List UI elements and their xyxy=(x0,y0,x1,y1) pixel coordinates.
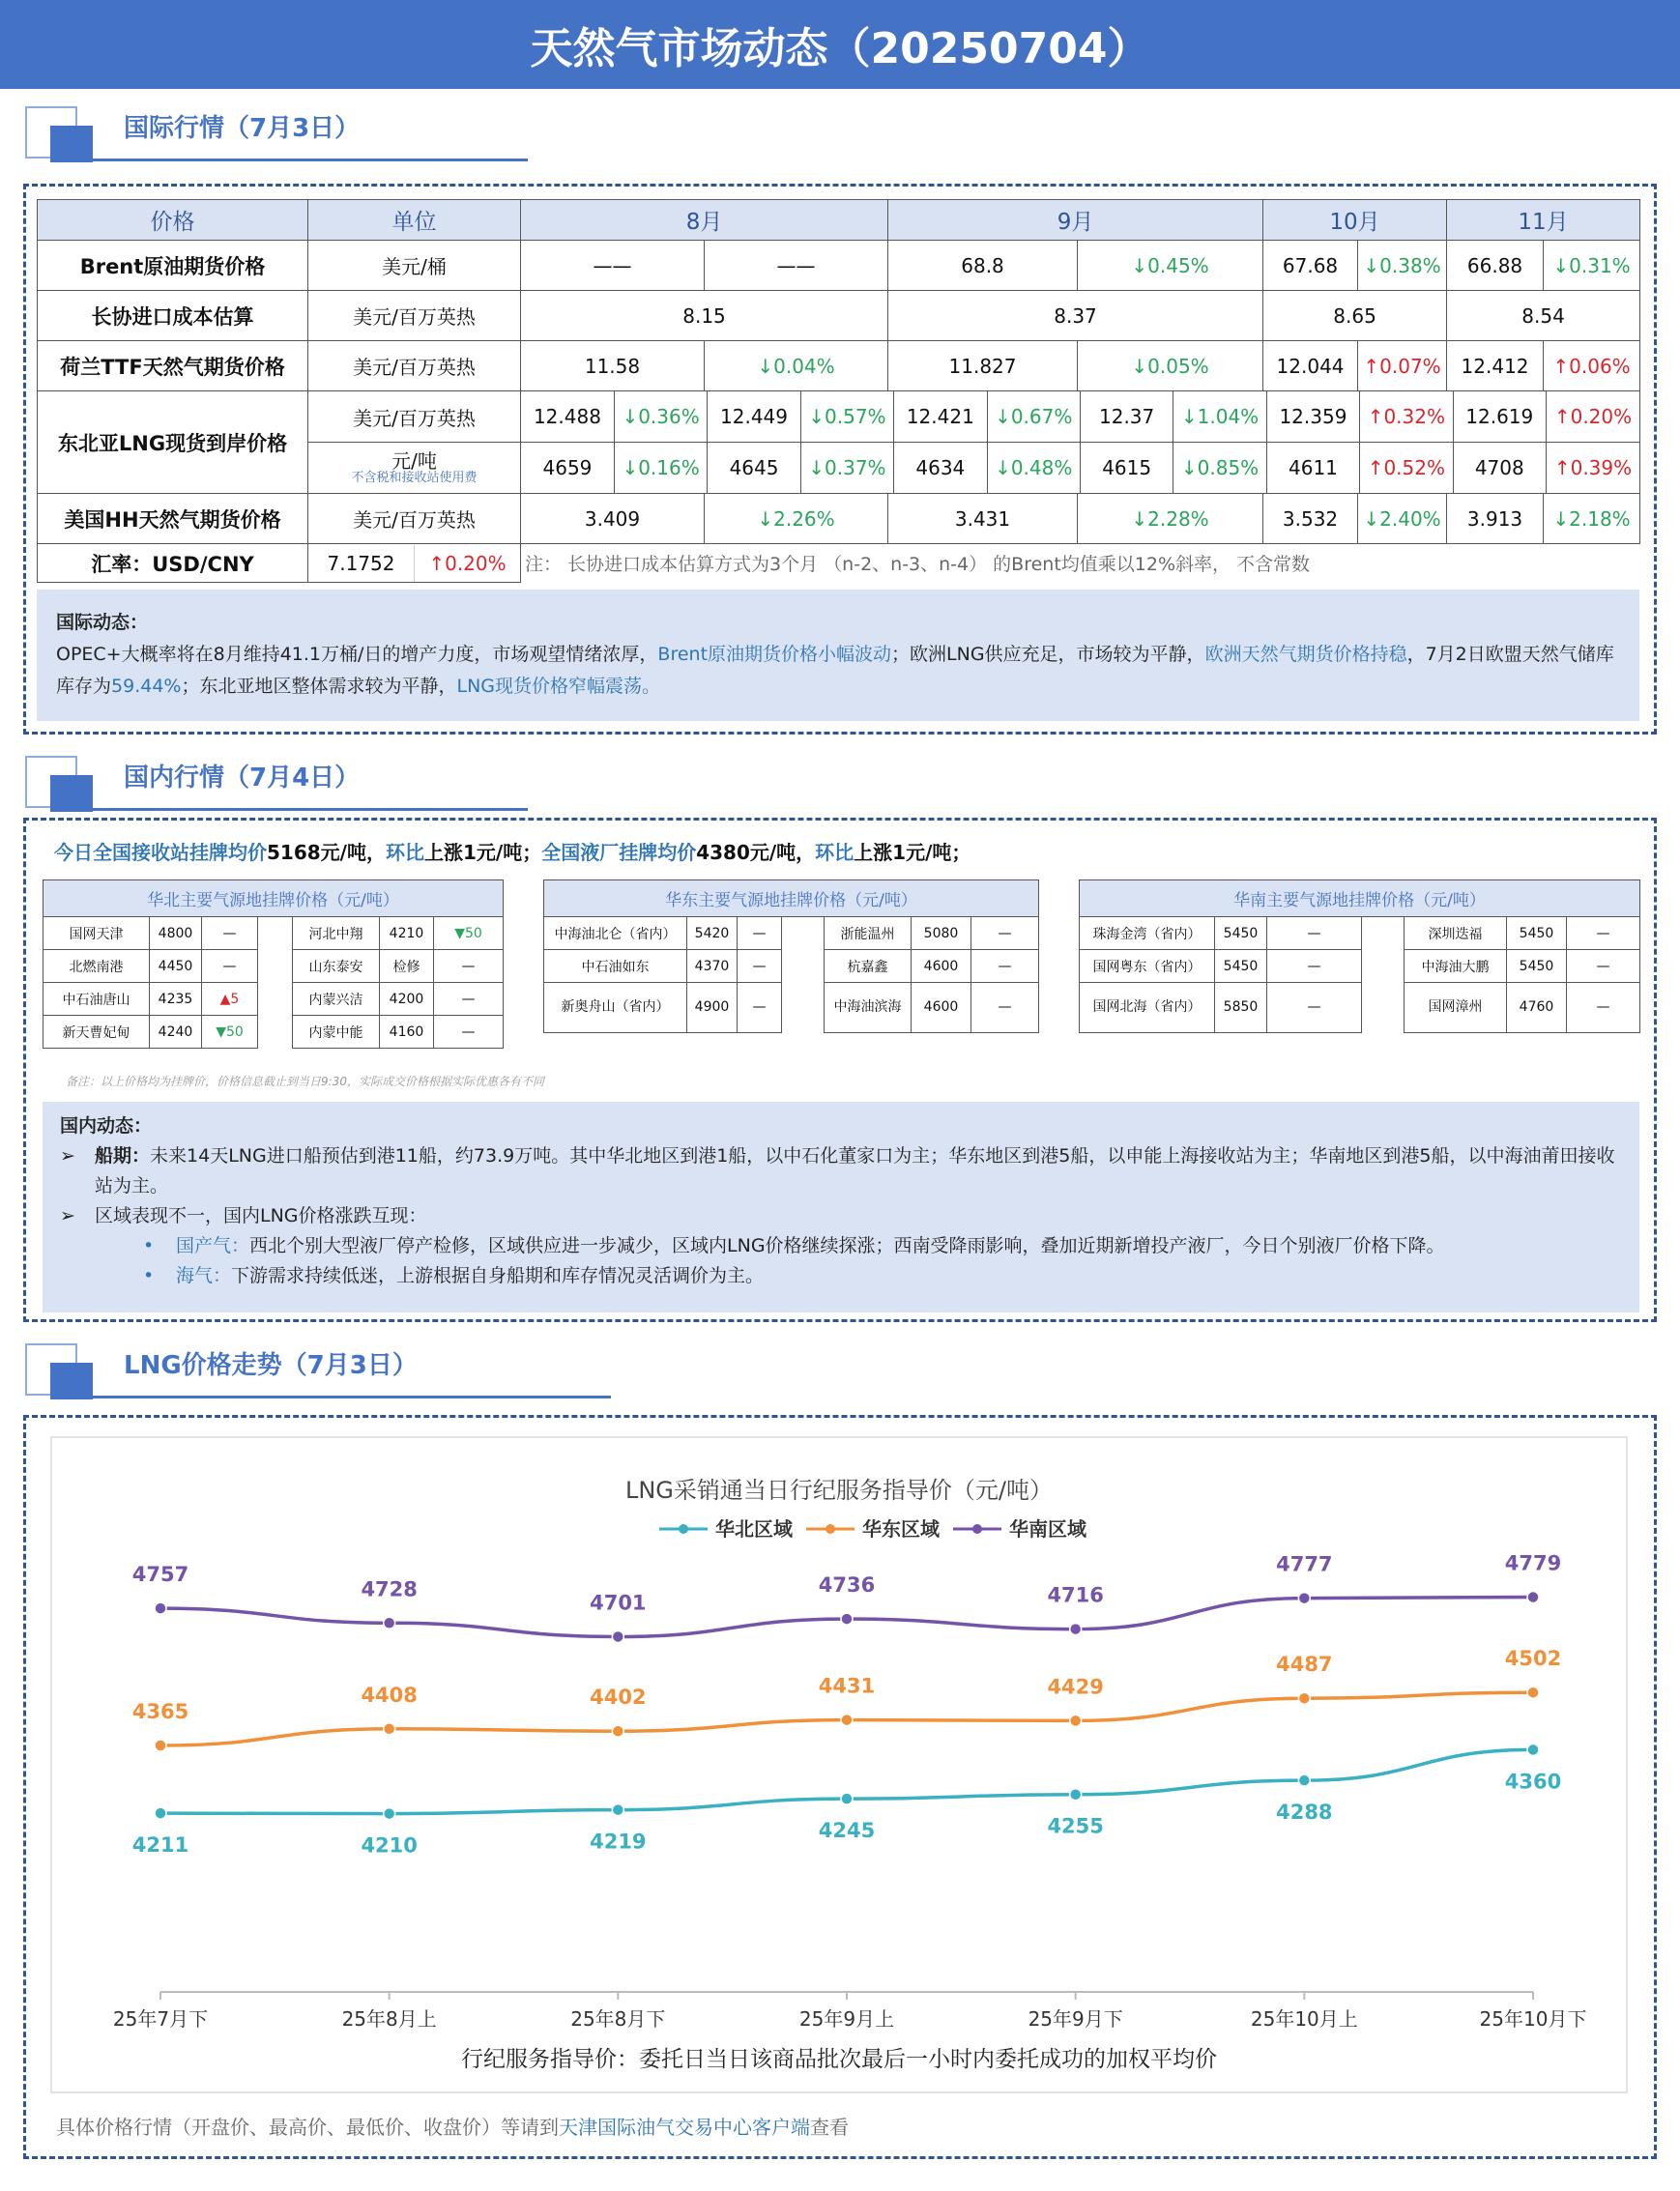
dyn-part: 下游需求持续低迷，上游根据自身船期和库存情况灵活调价为主。 xyxy=(231,1265,765,1286)
table-row xyxy=(43,950,504,983)
data-label: 4429 xyxy=(1047,1675,1104,1699)
unit-cell: 美元/百万英热 xyxy=(308,391,521,443)
data-point xyxy=(1070,1789,1082,1801)
x-axis-label: 行纪服务指导价：委托日当日该商品批次最后一小时内委托成功的加权平均价 xyxy=(461,2047,1217,2072)
table-row xyxy=(1080,917,1640,950)
chart-legend xyxy=(659,1517,1087,1541)
change-cell: — xyxy=(202,917,258,950)
table-row xyxy=(38,341,1640,391)
dyn-key: 海气： xyxy=(176,1265,232,1286)
table-title: 华东主要气源地挂牌价格（元/吨） xyxy=(544,880,1039,917)
table-row xyxy=(38,494,1640,544)
source-name: 国网天津 xyxy=(43,917,150,950)
dyn-highlight: Brent原油期货价格小幅波动 xyxy=(657,644,892,665)
spacer xyxy=(1362,950,1405,983)
data-point xyxy=(841,1793,853,1804)
data-label: 4360 xyxy=(1504,1770,1562,1794)
dot-bullet-icon: • xyxy=(143,1235,155,1256)
price-cell: 4800 xyxy=(150,917,202,950)
legend-marker xyxy=(972,1524,982,1534)
source-name: 河北中翔 xyxy=(293,917,380,950)
change-cell: — xyxy=(1267,950,1362,983)
table-row xyxy=(544,950,1039,983)
change-cell: ↓2.28% xyxy=(1078,494,1263,544)
dyn-part: ；欧洲LNG供应充足，市场较为平静， xyxy=(891,644,1205,665)
change-cell: ↓0.36% xyxy=(614,391,707,442)
data-label: 4736 xyxy=(818,1573,876,1598)
source-name: 杭嘉鑫 xyxy=(825,950,912,983)
fx-note: 注： 长协进口成本估算方式为3个月 （n-2、n-3、n-4） 的Brent均值乘以12%斜率， 不含常数 xyxy=(525,554,1311,576)
data-point xyxy=(1527,1686,1539,1698)
change-cell: ↑0.52% xyxy=(1360,443,1453,493)
table-row xyxy=(1080,983,1640,1033)
lng-cny-row xyxy=(521,443,1639,493)
data-point xyxy=(1298,1692,1310,1704)
unit-cell: 美元/桶 xyxy=(308,241,521,291)
change-cell: — xyxy=(971,950,1039,983)
change-cell: — xyxy=(434,1016,504,1049)
unit-text: 元/吨 xyxy=(391,449,437,473)
footnote xyxy=(56,2112,849,2140)
change-cell: ↑0.32% xyxy=(1360,391,1453,442)
fx-value: 7.1752 xyxy=(308,545,415,582)
section-underline xyxy=(93,808,528,811)
legend-label: 华南区域 xyxy=(1009,1517,1086,1541)
value-cell: 12.449 xyxy=(708,391,800,442)
dyn-text xyxy=(56,639,1620,703)
row-label: 汇率：USD/CNY xyxy=(38,544,308,583)
dyn-key: 船期： xyxy=(95,1145,151,1167)
change-cell: — xyxy=(1567,917,1640,950)
dyn-bullet xyxy=(60,1141,1622,1201)
dyn-part: ，7月2日欧盟天然气储库库存为 xyxy=(56,644,1614,697)
change-cell: ↓0.31% xyxy=(1544,241,1640,291)
value-cell: 11.827 xyxy=(888,341,1078,391)
unit-cell: 美元/百万英热 xyxy=(308,291,521,341)
value-cell: 4645 xyxy=(708,443,800,493)
source-name: 内蒙兴洁 xyxy=(293,983,380,1016)
data-point xyxy=(155,1602,166,1614)
spacer xyxy=(258,983,293,1016)
source-name: 中石油如东 xyxy=(544,950,687,983)
intl-dynamics xyxy=(37,590,1639,721)
col-header: 10月 xyxy=(1263,200,1447,241)
dyn-heading: 国际动态： xyxy=(56,612,149,633)
source-name: 中海油大鹏 xyxy=(1405,950,1507,983)
value-cell: 12.359 xyxy=(1266,391,1359,442)
price-cell: 4370 xyxy=(687,950,738,983)
arrow-bullet-icon: ➢ xyxy=(60,1205,75,1226)
spacer xyxy=(258,917,293,950)
lng-usd-subtable xyxy=(521,391,1639,442)
col-header: 单位 xyxy=(308,200,521,241)
spacer xyxy=(258,950,293,983)
value-cell: —— xyxy=(705,241,888,291)
dot-bullet-icon: • xyxy=(143,1265,155,1286)
value-cell: 8.65 xyxy=(1263,291,1447,341)
row-label: 荷兰TTF天然气期货价格 xyxy=(38,341,308,391)
change-cell: ▼50 xyxy=(434,917,504,950)
fx-subtable xyxy=(308,545,520,582)
legend-marker xyxy=(826,1524,835,1534)
x-tick-label: 25年8月下 xyxy=(570,2007,666,2031)
change-cell: — xyxy=(738,983,782,1033)
table-row xyxy=(38,544,1640,583)
north-price-table xyxy=(43,879,504,1049)
dyn-bullet-text: 区域表现不一，国内LNG价格涨跌互现： xyxy=(95,1205,427,1226)
data-point xyxy=(384,1808,395,1820)
section-title: 国际行情（7月3日） xyxy=(124,114,361,143)
value-cell: 12.421 xyxy=(894,391,987,442)
change-cell: — xyxy=(1567,983,1640,1033)
price-cell: 5450 xyxy=(1507,917,1567,950)
price-cell: 4210 xyxy=(380,917,434,950)
south-price-table xyxy=(1079,879,1640,1033)
section-underline xyxy=(93,159,528,161)
source-name: 国网北海（省内） xyxy=(1080,983,1215,1033)
data-point xyxy=(1527,1592,1539,1603)
row-label: 美国HH天然气期货价格 xyxy=(38,494,308,544)
value-cell: 4708 xyxy=(1453,443,1546,493)
data-label: 4728 xyxy=(361,1577,418,1601)
summary-part: 今日全国接收站挂牌均价 xyxy=(54,841,267,864)
dyn-subbullet xyxy=(60,1231,1622,1261)
change-cell: ↓2.26% xyxy=(705,494,888,544)
data-label: 4255 xyxy=(1047,1814,1104,1838)
data-point xyxy=(155,1740,166,1751)
data-label: 4502 xyxy=(1504,1647,1562,1671)
col-header: 9月 xyxy=(888,200,1263,241)
change-cell: — xyxy=(738,917,782,950)
dyn-highlight: 59.44% xyxy=(111,676,182,697)
source-name: 北燃南港 xyxy=(43,950,150,983)
value-cell: 3.913 xyxy=(1447,494,1544,544)
source-name: 新奥舟山（省内） xyxy=(544,983,687,1033)
col-header: 价格 xyxy=(38,200,308,241)
change-cell: ↓0.04% xyxy=(705,341,888,391)
change-cell: ▲5 xyxy=(202,983,258,1016)
footnote-part: 具体价格行情（开盘价、最高价、最低价、收盘价）等请到 xyxy=(56,2116,559,2139)
table-header-row xyxy=(38,200,1640,241)
x-tick-label: 25年10月上 xyxy=(1250,2007,1358,2031)
data-label: 4431 xyxy=(818,1674,876,1698)
lng-usd-values xyxy=(521,391,1640,443)
summary-part: 上涨1元/吨； xyxy=(854,841,971,864)
dyn-bullet-text xyxy=(95,1141,1622,1201)
value-cell: 4659 xyxy=(521,443,614,493)
data-point xyxy=(612,1630,623,1642)
value-cell: 67.68 xyxy=(1263,241,1358,291)
dyn-subbullet-text xyxy=(176,1261,764,1291)
price-cell: 4450 xyxy=(150,950,202,983)
value-cell: 11.58 xyxy=(521,341,705,391)
row-label: Brent原油期货价格 xyxy=(38,241,308,291)
col-header: 11月 xyxy=(1447,200,1640,241)
value-cell: 4634 xyxy=(894,443,987,493)
change-cell: ↓2.18% xyxy=(1544,494,1640,544)
section-header-domestic xyxy=(25,756,508,812)
data-label: 4402 xyxy=(590,1686,647,1710)
intl-price-table xyxy=(37,199,1640,583)
data-point xyxy=(1070,1624,1082,1635)
source-name: 深圳迭福 xyxy=(1405,917,1507,950)
data-point xyxy=(612,1725,623,1737)
data-point xyxy=(384,1723,395,1735)
domestic-summary xyxy=(54,837,970,865)
change-cell: ↓0.67% xyxy=(987,391,1080,442)
data-label: 4210 xyxy=(361,1833,418,1858)
dyn-key: 国产气： xyxy=(176,1235,250,1256)
footnote-part: 查看 xyxy=(810,2116,849,2139)
col-header: 8月 xyxy=(521,200,888,241)
chart-frame xyxy=(51,1437,1627,2092)
value-cell: 4615 xyxy=(1080,443,1173,493)
summary-part: 上涨1元/吨； xyxy=(423,841,542,864)
lng-usd-row xyxy=(521,391,1639,442)
change-cell: ↓1.04% xyxy=(1173,391,1266,442)
section-title: LNG价格走势（7月3日） xyxy=(124,1351,418,1380)
table-title: 华北主要气源地挂牌价格（元/吨） xyxy=(43,880,504,917)
data-label: 4757 xyxy=(131,1563,189,1587)
data-label: 4245 xyxy=(818,1819,876,1843)
price-cell: 5450 xyxy=(1215,917,1267,950)
lng-price-chart xyxy=(50,1436,1628,2093)
change-cell: ↑0.06% xyxy=(1544,341,1640,391)
source-name: 珠海金湾（省内） xyxy=(1080,917,1215,950)
price-cell: 4235 xyxy=(150,983,202,1016)
change-cell: ↓0.37% xyxy=(800,443,893,493)
x-tick-label: 25年10月下 xyxy=(1479,2007,1587,2031)
price-cell: 5850 xyxy=(1215,983,1267,1033)
arrow-bullet-icon: ➢ xyxy=(60,1145,75,1167)
price-cell: 4240 xyxy=(150,1016,202,1049)
value-cell: 8.15 xyxy=(521,291,888,341)
unit-cell: 美元/百万英热 xyxy=(308,341,521,391)
summary-part: 4380元/吨， xyxy=(696,841,816,864)
table-title: 华南主要气源地挂牌价格（元/吨） xyxy=(1080,880,1640,917)
change-cell: ↑0.20% xyxy=(1546,391,1639,442)
source-name: 浙能温州 xyxy=(825,917,912,950)
dyn-bullet xyxy=(60,1201,1622,1231)
section-deco xyxy=(50,775,93,812)
spacer xyxy=(258,1016,293,1049)
data-label: 4779 xyxy=(1504,1551,1562,1575)
fx-values xyxy=(308,544,521,583)
dyn-subbullet-text xyxy=(176,1231,1445,1261)
page-title: 天然气市场动态（20250704） xyxy=(0,0,1680,89)
dyn-highlight: LNG现货价格窄幅震荡。 xyxy=(456,676,661,697)
domestic-dynamics xyxy=(43,1102,1639,1312)
value-cell: 66.88 xyxy=(1447,241,1544,291)
data-point xyxy=(1298,1774,1310,1786)
table-row xyxy=(544,917,1039,950)
price-remark: 备注：以上价格均为挂牌价，价格信息截止到当日9:30，实际成交价格根据实际优惠各有不同 xyxy=(66,1075,544,1088)
table-row xyxy=(38,291,1640,341)
data-label: 4219 xyxy=(590,1830,647,1854)
x-tick-label: 25年7月下 xyxy=(112,2007,209,2031)
change-cell: — xyxy=(434,950,504,983)
dyn-part: OPEC+大概率将在8月维持41.1万桶/日的增产力度，市场观望情绪浓厚， xyxy=(56,644,658,665)
price-cell: 4600 xyxy=(912,983,971,1033)
source-name: 中海油滨海 xyxy=(825,983,912,1033)
chart-title: LNG采销通当日行纪服务指导价（元/吨） xyxy=(624,1477,1054,1504)
value-cell: 68.8 xyxy=(888,241,1078,291)
table-row xyxy=(38,241,1640,291)
value-cell: 12.044 xyxy=(1263,341,1358,391)
section-header-intl xyxy=(25,106,508,162)
data-point xyxy=(841,1715,853,1726)
client-link[interactable]: 天津国际油气交易中心客户端 xyxy=(559,2116,810,2139)
data-label: 4408 xyxy=(361,1683,418,1707)
legend-label: 华北区域 xyxy=(715,1517,793,1541)
source-name: 国网粤东（省内） xyxy=(1080,950,1215,983)
lng-cny-subtable xyxy=(521,443,1639,493)
dyn-subbullet xyxy=(60,1261,1622,1291)
data-point xyxy=(841,1613,853,1625)
change-cell: ↓0.57% xyxy=(800,391,893,442)
price-cell: 4200 xyxy=(380,983,434,1016)
change-cell: — xyxy=(738,950,782,983)
dyn-part: 未来14天LNG进口船预估到港11船，约73.9万吨。其中华北地区到港1船，以中石化董家口为主；华东地区到港5船，以申能上海接收站为主；华南地区到港5船，以中海油莆田接收站为主。 xyxy=(95,1145,1615,1196)
summary-part: 全国液厂挂牌均价 xyxy=(541,841,697,864)
table-row xyxy=(43,1016,504,1049)
change-cell: ↓0.05% xyxy=(1078,341,1263,391)
data-label: 4211 xyxy=(131,1833,189,1858)
spacer xyxy=(782,983,825,1033)
price-cell: 5450 xyxy=(1215,950,1267,983)
table-row xyxy=(43,917,504,950)
value-cell: 12.488 xyxy=(521,391,614,442)
change-cell: — xyxy=(1267,983,1362,1033)
unit-cell xyxy=(308,443,521,494)
change-cell: — xyxy=(202,950,258,983)
data-label: 4487 xyxy=(1276,1653,1333,1677)
x-tick-label: 25年8月上 xyxy=(341,2007,437,2031)
legend-label: 华东区域 xyxy=(862,1517,940,1541)
dyn-part: 西北个别大型液厂停产检修，区域供应进一步减少，区域内LNG价格继续探涨；西南受降雨影响，叠加近期新增投产液厂，今日个别液厂价格下降。 xyxy=(249,1235,1445,1256)
change-cell: — xyxy=(434,983,504,1016)
row-label: 长协进口成本估算 xyxy=(38,291,308,341)
summary-part: 5168元/吨， xyxy=(267,841,386,864)
section-title: 国内行情（7月4日） xyxy=(124,764,361,793)
data-point xyxy=(612,1804,623,1816)
source-name: 中海油北仑（省内） xyxy=(544,917,687,950)
source-name: 新天曹妃甸 xyxy=(43,1016,150,1049)
price-cell: 5450 xyxy=(1507,950,1567,983)
data-label: 4716 xyxy=(1047,1583,1104,1607)
value-cell: —— xyxy=(521,241,705,291)
fx-change: ↑0.20% xyxy=(428,551,507,575)
value-cell: 3.409 xyxy=(521,494,705,544)
source-name: 中石油唐山 xyxy=(43,983,150,1016)
value-cell: 4611 xyxy=(1266,443,1359,493)
dyn-part: ；东北亚地区整体需求较为平静， xyxy=(181,676,457,697)
east-price-table xyxy=(543,879,1039,1033)
change-cell: ↑0.07% xyxy=(1358,341,1447,391)
data-label: 4777 xyxy=(1276,1552,1333,1576)
row-label: 东北亚LNG现货到岸价格 xyxy=(38,391,308,494)
change-cell: ↑0.39% xyxy=(1546,443,1639,493)
section-header-trend xyxy=(25,1343,605,1399)
price-cell: 4900 xyxy=(687,983,738,1033)
spacer xyxy=(1362,917,1405,950)
price-cell: 4160 xyxy=(380,1016,434,1049)
change-cell: ↓0.16% xyxy=(614,443,707,493)
price-cell: 4760 xyxy=(1507,983,1567,1033)
data-point xyxy=(1298,1593,1310,1604)
change-cell: — xyxy=(971,983,1039,1033)
data-point xyxy=(1527,1744,1539,1755)
change-cell: ↓0.48% xyxy=(987,443,1080,493)
data-point xyxy=(155,1807,166,1819)
dyn-highlight: 欧洲天然气期货价格持稳 xyxy=(1204,644,1407,665)
x-tick-label: 25年9月上 xyxy=(798,2007,895,2031)
change-cell: — xyxy=(1267,917,1362,950)
value-cell: 8.37 xyxy=(888,291,1263,341)
section-deco xyxy=(50,126,93,162)
spacer xyxy=(1362,983,1405,1033)
price-cell: 检修 xyxy=(380,950,434,983)
data-label: 4288 xyxy=(1276,1801,1333,1825)
x-tick-label: 25年9月下 xyxy=(1028,2007,1123,2031)
data-point xyxy=(384,1617,395,1629)
data-label: 4365 xyxy=(131,1700,189,1723)
table-row xyxy=(38,391,1640,443)
price-cell: 4600 xyxy=(912,950,971,983)
source-name: 山东泰安 xyxy=(293,950,380,983)
change-cell: — xyxy=(1567,950,1640,983)
value-cell: 3.532 xyxy=(1263,494,1358,544)
table-row xyxy=(1080,950,1640,983)
price-cell: 5080 xyxy=(912,917,971,950)
change-cell: ↓0.85% xyxy=(1173,443,1266,493)
change-cell: — xyxy=(971,917,1039,950)
value-cell: 3.431 xyxy=(888,494,1078,544)
unit-cell: 美元/百万英热 xyxy=(308,494,521,544)
value-cell: 12.412 xyxy=(1447,341,1544,391)
data-point xyxy=(1070,1715,1082,1726)
dyn-heading: 国内动态： xyxy=(60,1115,153,1137)
change-cell: ▼50 xyxy=(202,1016,258,1049)
table-row xyxy=(43,983,504,1016)
section-deco xyxy=(50,1363,93,1399)
section-underline xyxy=(93,1396,611,1398)
summary-part: 环比 xyxy=(385,841,424,864)
value-cell: 8.54 xyxy=(1447,291,1640,341)
spacer xyxy=(782,917,825,950)
change-cell: ↓0.38% xyxy=(1358,241,1447,291)
spacer xyxy=(782,950,825,983)
value-cell: 12.619 xyxy=(1453,391,1546,442)
data-label: 4701 xyxy=(590,1591,647,1615)
change-cell: ↓0.45% xyxy=(1078,241,1263,291)
lng-cny-values xyxy=(521,443,1640,494)
value-cell: 12.37 xyxy=(1080,391,1173,442)
unit-note: 不含税和接收站使用费 xyxy=(351,471,478,485)
change-cell: ↓2.40% xyxy=(1358,494,1447,544)
table-row xyxy=(544,983,1039,1033)
source-name: 国网漳州 xyxy=(1405,983,1507,1033)
price-cell: 5420 xyxy=(687,917,738,950)
summary-part: 环比 xyxy=(815,841,854,864)
legend-marker xyxy=(679,1524,688,1534)
source-name: 内蒙中能 xyxy=(293,1016,380,1049)
